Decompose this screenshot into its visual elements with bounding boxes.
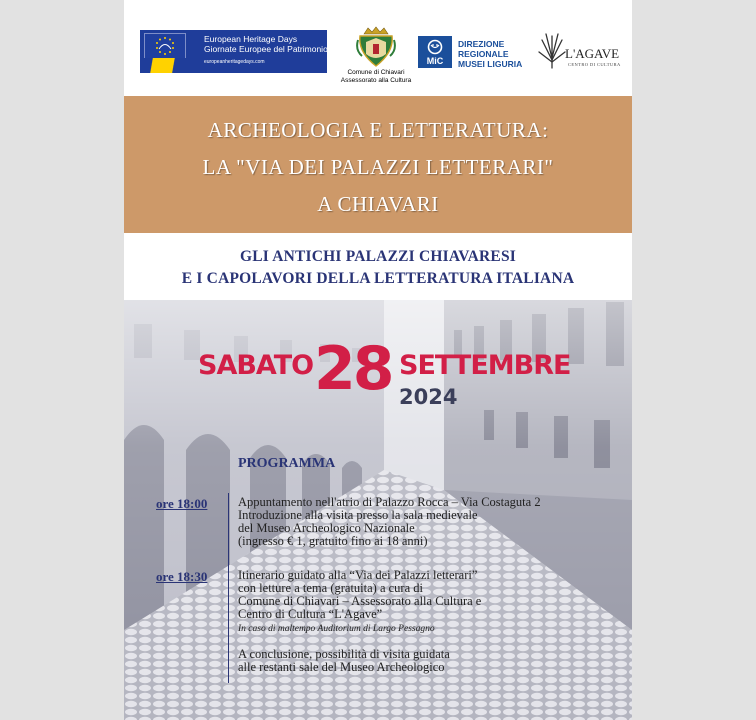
programme-1-line-1: Appuntamento nell'atrio di Palazzo Rocca – Via Costaguta 2	[238, 495, 541, 509]
agave-logo	[538, 30, 628, 70]
agave-name: L'AGAVE	[565, 46, 620, 61]
chiavari-department: Assessorato alla Cultura	[340, 77, 412, 84]
ehd-title-it: Giornate Europee del Patrimonio	[204, 44, 328, 54]
mic-short-label: MiC	[426, 56, 444, 66]
title-line-1: ARCHEOLOGIA E LETTERATURA:	[207, 118, 549, 142]
chiavari-name: Comune di Chiavari	[347, 69, 405, 76]
programme-time-1: ore 18:00	[156, 496, 208, 511]
eu-stars-icon	[144, 33, 186, 60]
programme-2-line-1: Itinerario guidato alla “Via dei Palazzi letterari”	[238, 568, 478, 582]
ehd-url: europeanheritagedays.com	[204, 59, 265, 65]
mic-line-1: DIREZIONE	[458, 39, 505, 49]
agave-subtitle: CENTRO DI CULTURA	[568, 62, 621, 67]
programme-1-line-2: Introduzione alla visita presso la sala medievale	[238, 508, 478, 522]
sponsor-logos-bar	[124, 0, 632, 96]
event-poster	[124, 0, 632, 720]
mic-musei-liguria-logo	[418, 36, 538, 72]
closing-line-2: alle restanti sale del Museo Archeologico	[238, 660, 445, 674]
programme-1-line-3: del Museo Archeologico Nazionale	[238, 521, 415, 535]
date-month: SETTEMBRE	[399, 350, 571, 381]
programme-2-line-2: con letture a tema (gratuita) a cura di	[238, 581, 423, 595]
programme-divider-line	[228, 493, 229, 683]
chiavari-crest-icon	[356, 26, 396, 68]
date-weekday: SABATO	[198, 350, 314, 381]
ehd-swoosh-graphic	[140, 58, 200, 73]
programme-1-line-4: (ingresso € 1, gratuito fino ai 18 anni)	[238, 534, 428, 548]
subtitle-line-1: GLI ANTICHI PALAZZI CHIAVARESI	[239, 248, 517, 265]
title-band	[124, 96, 632, 233]
comune-di-chiavari-logo	[334, 26, 418, 98]
programme-2-line-3: Comune di Chiavari – Assessorato alla Cultura e	[238, 594, 482, 608]
title-line-3: A CHIAVARI	[317, 192, 439, 216]
closing-line-1: A conclusione, possibilità di visita guidata	[238, 647, 450, 661]
programme-2-note: In caso di maltempo Auditorium di Largo Pessagno	[238, 624, 435, 634]
european-heritage-days-logo	[140, 30, 327, 73]
date-year: 2024	[399, 385, 458, 409]
mic-icon	[418, 36, 452, 68]
agave-plant-icon	[538, 30, 566, 70]
mic-line-2: REGIONALE	[458, 49, 509, 59]
programme-2-line-4: Centro di Cultura “L'Agave”	[238, 607, 383, 621]
programme-heading: PROGRAMMA	[238, 456, 336, 471]
title-line-2: LA "VIA DEI PALAZZI LETTERARI"	[202, 155, 554, 179]
mic-line-3: MUSEI LIGURIA	[458, 59, 523, 69]
programme-time-2: ore 18:30	[156, 569, 208, 584]
ehd-title-en: European Heritage Days	[204, 34, 298, 44]
date-day: 28	[314, 334, 392, 404]
subtitle-line-2: E I CAPOLAVORI DELLA LETTERATURA ITALIANA	[181, 270, 575, 287]
